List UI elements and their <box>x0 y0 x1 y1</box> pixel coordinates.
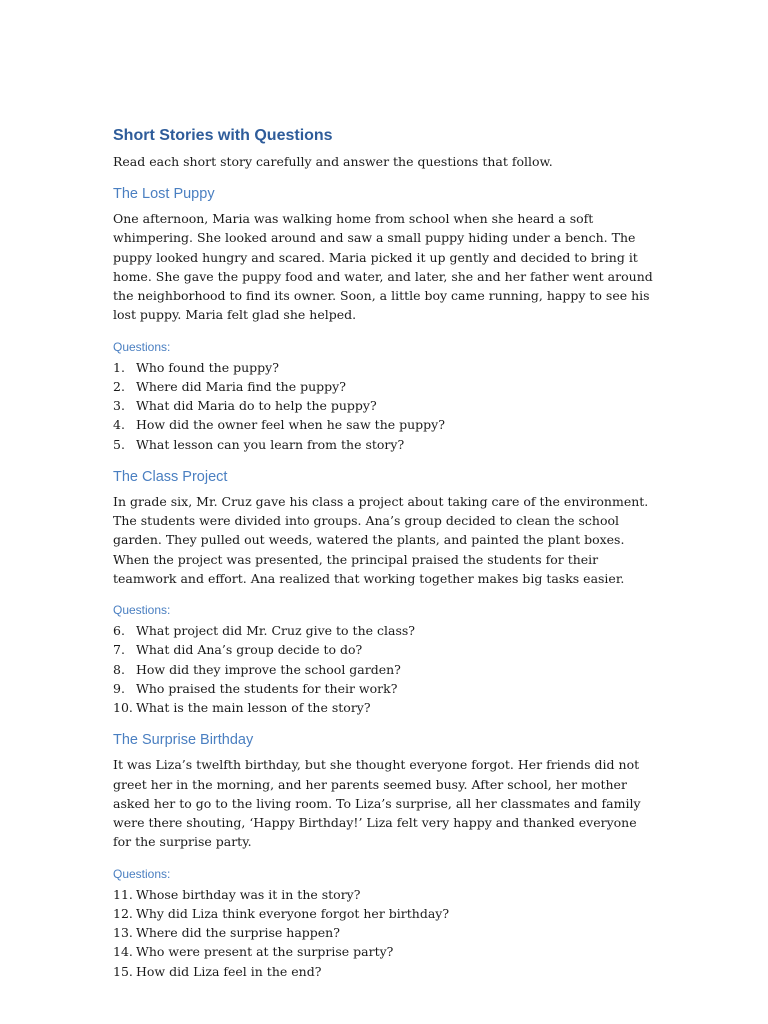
question-text: What lesson can you learn from the story? <box>136 436 405 452</box>
question-item <box>113 396 658 415</box>
questions-list <box>113 621 658 717</box>
question-item <box>113 923 658 942</box>
question-number: 11. <box>113 886 133 902</box>
question-text: Whose birthday was it in the story? <box>136 886 361 902</box>
document-intro: Read each short story carefully and answer the questions that follow. <box>113 154 553 169</box>
questions-heading: Questions: <box>113 866 171 881</box>
question-number: 3. <box>113 398 125 414</box>
question-number: 14. <box>113 944 133 960</box>
question-item <box>113 621 658 640</box>
question-item <box>113 377 658 396</box>
question-item <box>113 415 658 434</box>
question-text: What did Maria do to help the puppy? <box>136 398 377 414</box>
story-title: The Surprise Birthday <box>113 732 254 749</box>
story-text: One afternoon, Maria was walking home from school when she heard a soft whimpering. She looked around and saw a small puppy hiding under a bench. The puppy looked hungry and scared. Maria picked it up gently and decided to bring it home. She gave the puppy food and water, and later, she and her father went around the neighborhood to find its owner. Soon, a little boy came running, happy to see his lost puppy. Maria felt glad she helped. <box>113 211 653 323</box>
question-text: How did Liza feel in the end? <box>136 963 322 979</box>
question-text: Where did the surprise happen? <box>136 925 340 941</box>
story-title: The Lost Puppy <box>113 186 215 202</box>
question-number: 8. <box>113 661 125 677</box>
question-item <box>113 358 658 377</box>
question-item <box>113 698 658 717</box>
question-item <box>113 679 658 698</box>
question-text: Why did Liza think everyone forgot her birthday? <box>136 905 450 921</box>
document-page <box>113 126 658 995</box>
questions-heading: Questions: <box>113 339 171 354</box>
question-number: 9. <box>113 680 125 696</box>
question-text: How did the owner feel when he saw the puppy? <box>136 417 445 433</box>
question-item <box>113 660 658 679</box>
questions-list <box>113 885 658 981</box>
question-item <box>113 904 658 923</box>
question-number: 1. <box>113 359 125 375</box>
question-number: 15. <box>113 963 133 979</box>
story-lost-puppy <box>113 185 658 454</box>
questions-heading: Questions: <box>113 603 171 618</box>
question-item <box>113 435 658 454</box>
question-text: Who were present at the surprise party? <box>136 944 394 960</box>
question-text: Who found the puppy? <box>136 359 279 375</box>
question-number: 7. <box>113 642 125 658</box>
question-item <box>113 962 658 981</box>
question-text: What project did Mr. Cruz give to the class? <box>136 623 415 639</box>
story-title: The Class Project <box>113 468 228 485</box>
question-text: How did they improve the school garden? <box>136 661 401 677</box>
question-item <box>113 942 658 961</box>
question-item <box>113 885 658 904</box>
story-text: In grade six, Mr. Cruz gave his class a project about taking care of the environment. The students were divided into groups. Ana’s group decided to clean the school garden. They pulled out weeds, watered the plants, and painted the plant boxes. When the project was presented, the principal praised the students for their teamwork and effort. Ana realized that working together makes big tasks easier. <box>113 493 649 586</box>
question-number: 13. <box>113 925 133 941</box>
question-number: 10. <box>113 700 133 716</box>
document-title: Short Stories with Questions <box>113 127 333 144</box>
story-text: It was Liza’s twelfth birthday, but she thought everyone forgot. Her friends did not greet her in the morning, and her parents seemed busy. After school, her mother asked her to go to the living room. To Liza’s surprise, all her classmates and family were there shouting, ‘Happy Birthday!’ Liza felt very happy and thanked everyone for the surprise party. <box>113 757 641 850</box>
question-number: 6. <box>113 623 125 639</box>
question-text: Where did Maria find the puppy? <box>136 378 346 394</box>
question-item <box>113 640 658 659</box>
questions-list <box>113 358 658 454</box>
story-surprise-birthday <box>113 731 658 981</box>
question-number: 12. <box>113 905 133 921</box>
question-number: 4. <box>113 417 125 433</box>
question-number: 5. <box>113 436 125 452</box>
question-text: What did Ana’s group decide to do? <box>136 642 363 658</box>
question-text: What is the main lesson of the story? <box>136 700 371 716</box>
question-number: 2. <box>113 378 125 394</box>
question-text: Who praised the students for their work? <box>136 680 398 696</box>
story-class-project <box>113 468 658 718</box>
